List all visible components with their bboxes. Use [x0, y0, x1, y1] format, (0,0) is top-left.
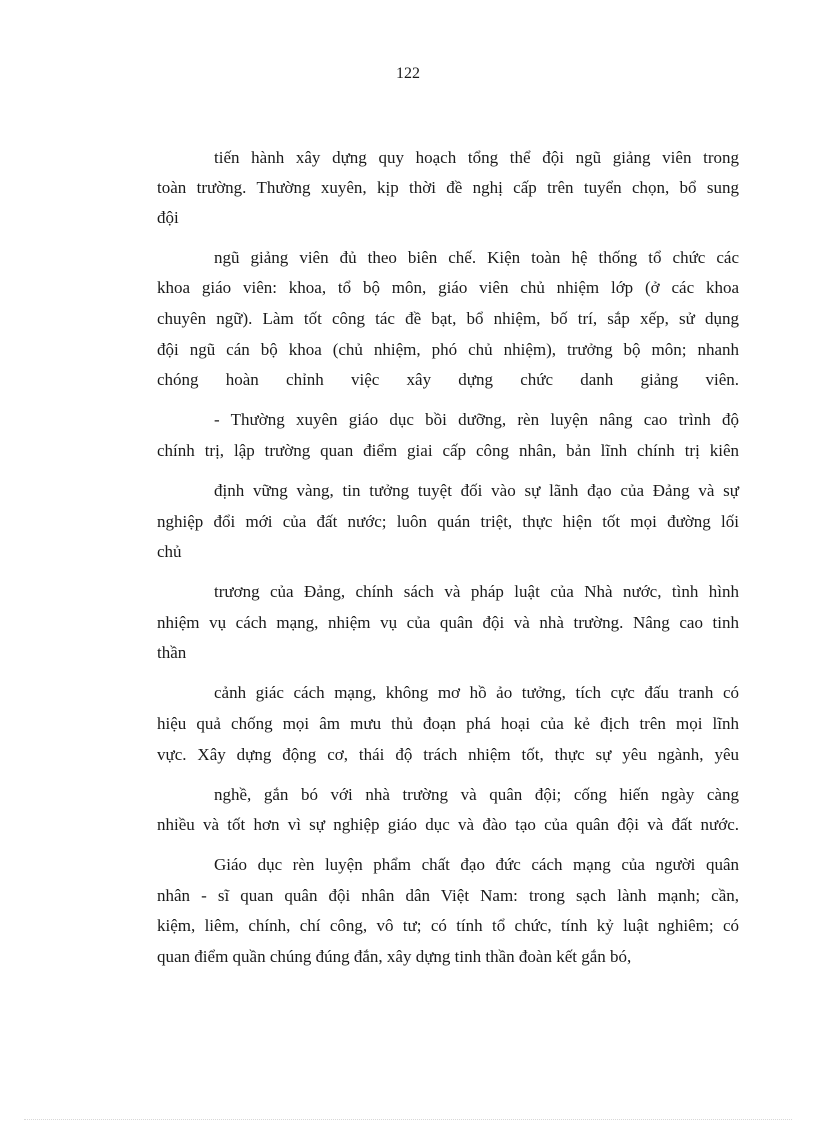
text-line: - Thường xuyên giáo dục bồi dưỡng, rèn luyện nâng cao trình độ — [214, 410, 739, 429]
text-line: nhiều và tốt hơn vì sự nghiệp giáo dục và đào tạo của quân đội và đất nước. — [157, 815, 739, 834]
text-line: trương của Đảng, chính sách và pháp luật của Nhà nước, tình hình — [214, 582, 739, 601]
text-line: chuyên ngữ). Làm tốt công tác đề bạt, bổ nhiệm, bố trí, sắp xếp, sử dụng — [157, 309, 739, 328]
text-line: Giáo dục rèn luyện phẩm chất đạo đức cách mạng của người quân — [214, 855, 739, 874]
text-line: nghề, gắn bó với nhà trường và quân đội; cống hiến ngày càng — [214, 785, 739, 804]
text-line: toàn trường. Thường xuyên, kịp thời đề nghị cấp trên tuyển chọn, bổ sung — [157, 178, 739, 197]
text-line: quan điểm quần chúng đúng đắn, xây dựng tinh thần đoàn kết gắn bó, — [157, 947, 632, 966]
text-line: hiệu quả chống mọi âm mưu thủ đoạn phá hoại của kẻ địch trên mọi lĩnh — [157, 714, 739, 733]
text-line: định vững vàng, tin tưởng tuyệt đối vào sự lãnh đạo của Đảng và sự — [214, 481, 739, 500]
text-line: tiến hành xây dựng quy hoạch tổng thể đội ngũ giảng viên trong — [214, 148, 739, 167]
text-line: chính trị, lập trường quan điểm giai cấp công nhân, bản lĩnh chính trị kiên — [157, 441, 739, 460]
page-number: 122 — [396, 65, 420, 82]
text-line: cảnh giác cách mạng, không mơ hồ ảo tưởng, tích cực đấu tranh có — [214, 683, 739, 702]
text-line: chủ — [157, 542, 182, 561]
text-line: nghiệp đổi mới của đất nước; luôn quán triệt, thực hiện tốt mọi đường lối — [157, 512, 739, 531]
text-line: thần — [157, 643, 187, 662]
text-line: vực. Xây dựng động cơ, thái độ trách nhiệm tốt, thực sự yêu ngành, yêu — [157, 745, 739, 764]
text-line: đội ngũ cán bộ khoa (chủ nhiệm, phó chủ nhiệm), trưởng bộ môn; nhanh — [157, 340, 739, 359]
text-line: nhân - sĩ quan quân đội nhân dân Việt Nam: trong sạch lành mạnh; cần, — [157, 886, 739, 905]
text-line: nhiệm vụ cách mạng, nhiệm vụ của quân đội và nhà trường. Nâng cao tinh — [157, 613, 739, 632]
text-line: ngũ giảng viên đủ theo biên chế. Kiện toàn hệ thống tổ chức các — [214, 248, 739, 267]
text-line: đội — [157, 208, 179, 227]
text-line: chóng hoàn chỉnh việc xây dựng chức danh giảng viên. — [157, 370, 739, 389]
page-bottom-rule — [24, 1119, 792, 1120]
text-line: khoa giáo viên: khoa, tổ bộ môn, giáo viên chủ nhiệm lớp (ở các khoa — [157, 278, 739, 297]
text-line: kiệm, liêm, chính, chí công, vô tư; có tính tổ chức, tính kỷ luật nghiêm; có — [157, 916, 739, 935]
